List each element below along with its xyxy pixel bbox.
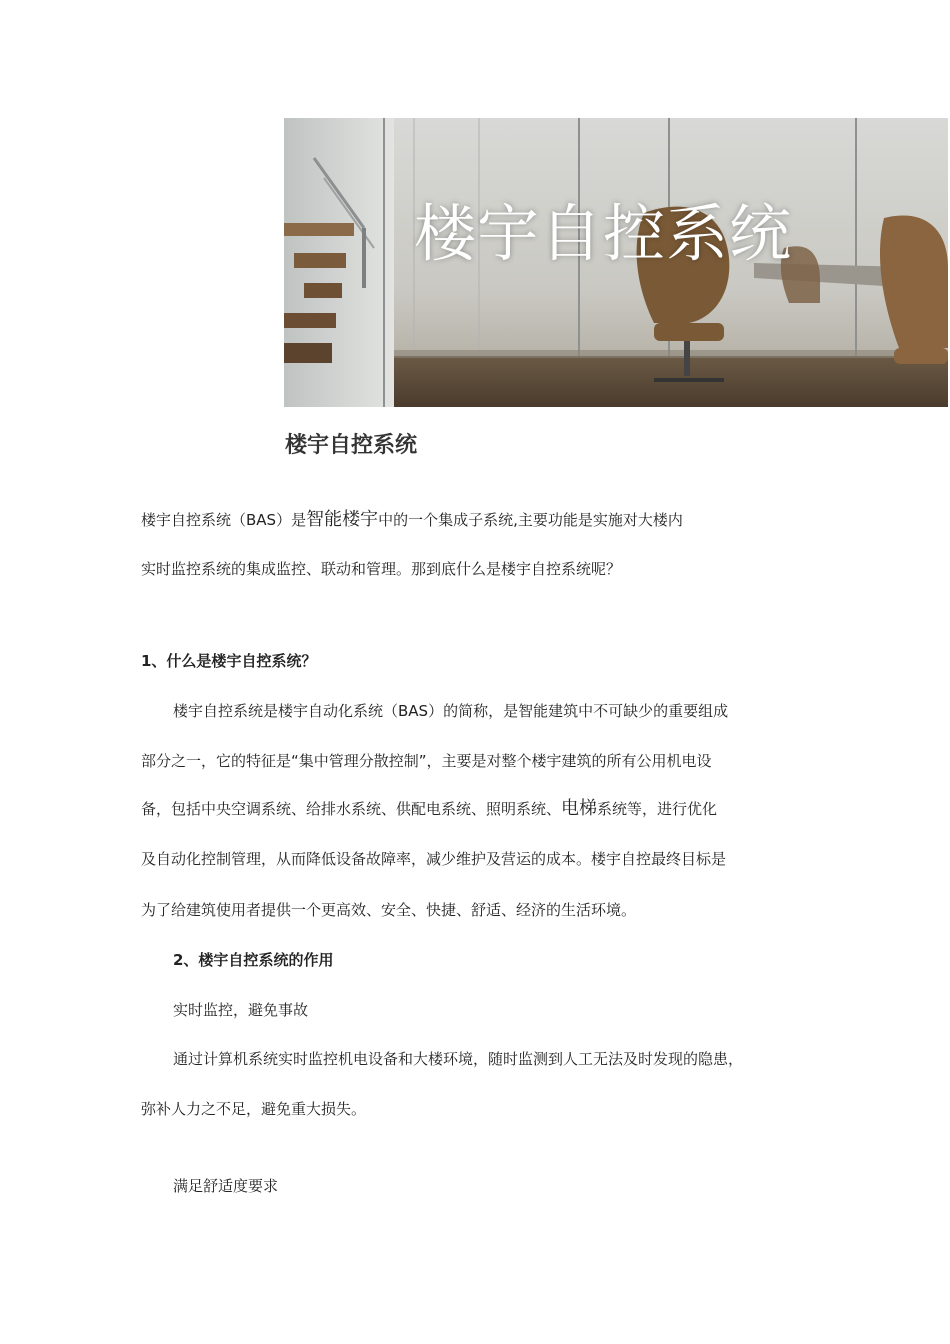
page-title: 楼宇自控系统 xyxy=(285,433,418,458)
paragraph-text: 备，包括中央空调系统、给排水系统、供配电系统、照明系统、 xyxy=(141,800,562,818)
intro-line-1 xyxy=(141,510,683,530)
section-1-heading: 1、什么是楼宇自控系统？ xyxy=(141,652,317,670)
elevator-link[interactable]: 电梯 xyxy=(561,798,598,819)
intro-text: 楼宇自控系统（BAS）是 xyxy=(141,511,307,529)
section-1-paragraph-line: 及自动化控制管理，从而降低设备故障率，减少维护及营运的成本。楼宇自控最终目标是 xyxy=(141,850,727,868)
intro-text: 中的一个集成子系统,主要功能是实施对大楼内 xyxy=(378,511,683,529)
hero-banner xyxy=(284,118,948,407)
section-2-subheading: 满足舒适度要求 xyxy=(173,1177,279,1195)
section-2-paragraph-line: 通过计算机系统实时监控机电设备和大楼环境，随时监测到人工无法及时发现的隐患， xyxy=(173,1050,744,1068)
section-2-heading: 2、楼宇自控系统的作用 xyxy=(173,951,334,969)
section-1-paragraph-line xyxy=(141,799,717,819)
smart-building-link[interactable]: 智能楼宇 xyxy=(306,509,379,530)
section-1-paragraph-line: 部分之一，它的特征是“集中管理分散控制”，主要是对整个楼宇建筑的所有公用机电设 xyxy=(141,752,712,770)
section-1-paragraph-line: 为了给建筑使用者提供一个更高效、安全、快捷、舒适、经济的生活环境。 xyxy=(141,901,637,919)
section-2-paragraph-line: 弥补人力之不足，避免重大损失。 xyxy=(141,1100,367,1118)
intro-line-2: 实时监控系统的集成监控、联动和管理。那到底什么是楼宇自控系统呢？ xyxy=(141,560,622,578)
section-2-subheading: 实时监控，避免事故 xyxy=(173,1001,309,1019)
section-1-paragraph-line: 楼宇自控系统是楼宇自动化系统（BAS）的简称，是智能建筑中不可缺少的重要组成 xyxy=(173,702,729,720)
hero-overlay-title: 楼宇自控系统 xyxy=(414,197,793,270)
paragraph-text: 系统等，进行优化 xyxy=(597,800,718,818)
